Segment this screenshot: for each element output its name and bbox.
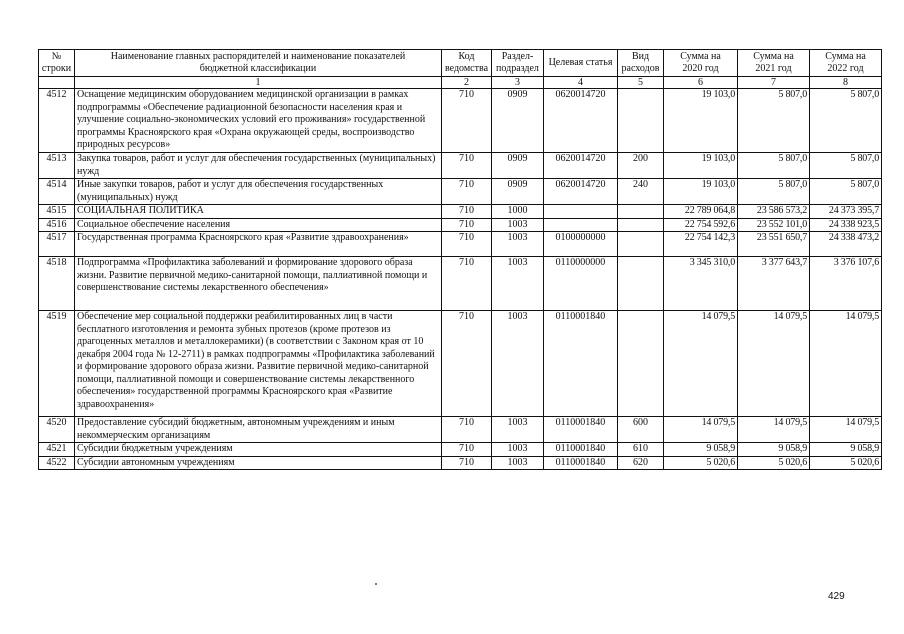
row-target: 0620014720	[544, 153, 618, 179]
row-sum-2020: 5 020,6	[664, 456, 738, 470]
row-number: 4521	[39, 443, 75, 457]
column-number: 4	[544, 77, 618, 89]
row-number: 4518	[39, 257, 75, 311]
row-section: 0909	[492, 153, 544, 179]
header-expense-type: Вид расходов	[618, 50, 664, 77]
row-section: 1003	[492, 257, 544, 311]
table-row	[39, 89, 882, 153]
scan-speck	[375, 583, 377, 585]
row-target: 0620014720	[544, 179, 618, 205]
row-sum-2022: 5 807,0	[810, 153, 882, 179]
table-row	[39, 456, 882, 470]
row-target: 0110000000	[544, 257, 618, 311]
row-expense-type	[618, 89, 664, 153]
row-number: 4519	[39, 311, 75, 417]
row-expense-type: 200	[618, 153, 664, 179]
page-number: 429	[828, 591, 845, 602]
row-sum-2021: 14 079,5	[738, 311, 810, 417]
row-target	[544, 205, 618, 219]
row-number: 4512	[39, 89, 75, 153]
row-number: 4515	[39, 205, 75, 219]
column-number: 1	[75, 77, 442, 89]
row-sum-2020: 19 103,0	[664, 179, 738, 205]
row-dept-code: 710	[442, 179, 492, 205]
table-row	[39, 232, 882, 257]
row-dept-code: 710	[442, 311, 492, 417]
column-number	[39, 77, 75, 89]
row-target: 0620014720	[544, 89, 618, 153]
row-sum-2021: 5 807,0	[738, 89, 810, 153]
header-row	[39, 50, 882, 77]
row-sum-2022: 14 079,5	[810, 311, 882, 417]
header-section: Раздел- подраздел	[492, 50, 544, 77]
row-sum-2020: 22 754 592,6	[664, 218, 738, 232]
table-row	[39, 153, 882, 179]
table-row	[39, 179, 882, 205]
row-sum-2020: 14 079,5	[664, 417, 738, 443]
row-sum-2022: 24 338 473,2	[810, 232, 882, 257]
row-sum-2021: 5 020,6	[738, 456, 810, 470]
table-row	[39, 417, 882, 443]
row-name: Обеспечение мер социальной поддержки реабилитированных лиц в части бесплатного изготовления и ремонта зубных протезов (кроме протезов из драгоценных металлов и металлокерамики) (в соответствии с Законом края от 10 декабря 2004 года № 12-2711) в рамках подпрограммы «Профилактика заболеваний и формирование здорового образа жизни. Развитие первичной медико-санитарной помощи, паллиативной помощи и совершенствование системы лекарственного обеспечения» государственной программы Красноярского края «Развитие здравоохранения»	[75, 311, 442, 417]
row-target	[544, 218, 618, 232]
row-sum-2021: 5 807,0	[738, 179, 810, 205]
row-dept-code: 710	[442, 443, 492, 457]
row-expense-type	[618, 232, 664, 257]
table-row	[39, 218, 882, 232]
column-number: 2	[442, 77, 492, 89]
row-target: 0110001840	[544, 456, 618, 470]
row-dept-code: 710	[442, 417, 492, 443]
row-sum-2021: 23 586 573,2	[738, 205, 810, 219]
row-sum-2022: 24 373 395,7	[810, 205, 882, 219]
column-number: 7	[738, 77, 810, 89]
row-dept-code: 710	[442, 205, 492, 219]
row-expense-type	[618, 218, 664, 232]
row-name: Предоставление субсидий бюджетным, автономным учреждениям и иным некоммерческим организациям	[75, 417, 442, 443]
row-sum-2020: 3 345 310,0	[664, 257, 738, 311]
row-name: Иные закупки товаров, работ и услуг для обеспечения государственных (муниципальных) нужд	[75, 179, 442, 205]
row-dept-code: 710	[442, 153, 492, 179]
row-sum-2020: 19 103,0	[664, 89, 738, 153]
column-number: 6	[664, 77, 738, 89]
header-sum-2022: Сумма на 2022 год	[810, 50, 882, 77]
row-target: 0110001840	[544, 311, 618, 417]
row-sum-2022: 3 376 107,6	[810, 257, 882, 311]
row-name: СОЦИАЛЬНАЯ ПОЛИТИКА	[75, 205, 442, 219]
row-section: 1003	[492, 232, 544, 257]
row-section: 0909	[492, 179, 544, 205]
column-number: 8	[810, 77, 882, 89]
row-name: Подпрограмма «Профилактика заболеваний и формирование здорового образа жизни. Развитие первичной медико-санитарной помощи, паллиативной помощи и совершенствование системы лекарственного обеспечения»	[75, 257, 442, 311]
row-dept-code: 710	[442, 218, 492, 232]
row-sum-2020: 22 754 142,3	[664, 232, 738, 257]
header-sum-2020: Сумма на 2020 год	[664, 50, 738, 77]
row-expense-type	[618, 205, 664, 219]
column-number-row	[39, 77, 882, 89]
row-sum-2020: 19 103,0	[664, 153, 738, 179]
header-sum-2021: Сумма на 2021 год	[738, 50, 810, 77]
row-sum-2022: 5 807,0	[810, 179, 882, 205]
header-name: Наименование главных распорядителей и наименование показателей бюджетной классификации	[75, 50, 442, 77]
row-number: 4516	[39, 218, 75, 232]
row-number: 4517	[39, 232, 75, 257]
row-sum-2022: 5 807,0	[810, 89, 882, 153]
row-sum-2021: 14 079,5	[738, 417, 810, 443]
row-expense-type	[618, 311, 664, 417]
header-dept-code: Код ведомства	[442, 50, 492, 77]
table-row	[39, 311, 882, 417]
row-sum-2022: 5 020,6	[810, 456, 882, 470]
row-number: 4520	[39, 417, 75, 443]
row-section: 1000	[492, 205, 544, 219]
row-section: 1003	[492, 311, 544, 417]
row-expense-type: 610	[618, 443, 664, 457]
row-name: Оснащение медицинским оборудованием медицинской организации в рамках подпрограммы «Обеспечение радиационной безопасности населения края и улучшение социально-экономических условий его проживания» государственной программы Красноярского края «Охрана окружающей среды, воспроизводство природных ресурсов»	[75, 89, 442, 153]
row-target: 0100000000	[544, 232, 618, 257]
row-name: Государственная программа Красноярского края «Развитие здравоохранения»	[75, 232, 442, 257]
row-expense-type: 240	[618, 179, 664, 205]
row-sum-2021: 23 551 650,7	[738, 232, 810, 257]
row-name: Субсидии автономным учреждениям	[75, 456, 442, 470]
row-expense-type	[618, 257, 664, 311]
header-target: Целевая статья	[544, 50, 618, 77]
row-dept-code: 710	[442, 257, 492, 311]
row-number: 4522	[39, 456, 75, 470]
row-number: 4514	[39, 179, 75, 205]
column-number: 5	[618, 77, 664, 89]
row-sum-2021: 23 552 101,0	[738, 218, 810, 232]
row-expense-type: 620	[618, 456, 664, 470]
row-section: 0909	[492, 89, 544, 153]
row-target: 0110001840	[544, 417, 618, 443]
row-sum-2021: 3 377 643,7	[738, 257, 810, 311]
row-sum-2020: 22 789 064,8	[664, 205, 738, 219]
row-sum-2020: 14 079,5	[664, 311, 738, 417]
table-row	[39, 257, 882, 311]
row-name: Социальное обеспечение населения	[75, 218, 442, 232]
row-dept-code: 710	[442, 456, 492, 470]
row-section: 1003	[492, 218, 544, 232]
row-section: 1003	[492, 456, 544, 470]
column-number: 3	[492, 77, 544, 89]
row-section: 1003	[492, 417, 544, 443]
row-dept-code: 710	[442, 89, 492, 153]
budget-table	[38, 49, 882, 470]
row-expense-type: 600	[618, 417, 664, 443]
table-row	[39, 443, 882, 457]
row-sum-2022: 9 058,9	[810, 443, 882, 457]
header-row-no: № строки	[39, 50, 75, 77]
row-section: 1003	[492, 443, 544, 457]
row-name: Закупка товаров, работ и услуг для обеспечения государственных (муниципальных) нужд	[75, 153, 442, 179]
row-sum-2021: 9 058,9	[738, 443, 810, 457]
row-sum-2020: 9 058,9	[664, 443, 738, 457]
table-row	[39, 205, 882, 219]
row-sum-2022: 14 079,5	[810, 417, 882, 443]
row-sum-2021: 5 807,0	[738, 153, 810, 179]
row-target: 0110001840	[544, 443, 618, 457]
row-sum-2022: 24 338 923,5	[810, 218, 882, 232]
row-name: Субсидии бюджетным учреждениям	[75, 443, 442, 457]
row-number: 4513	[39, 153, 75, 179]
row-dept-code: 710	[442, 232, 492, 257]
